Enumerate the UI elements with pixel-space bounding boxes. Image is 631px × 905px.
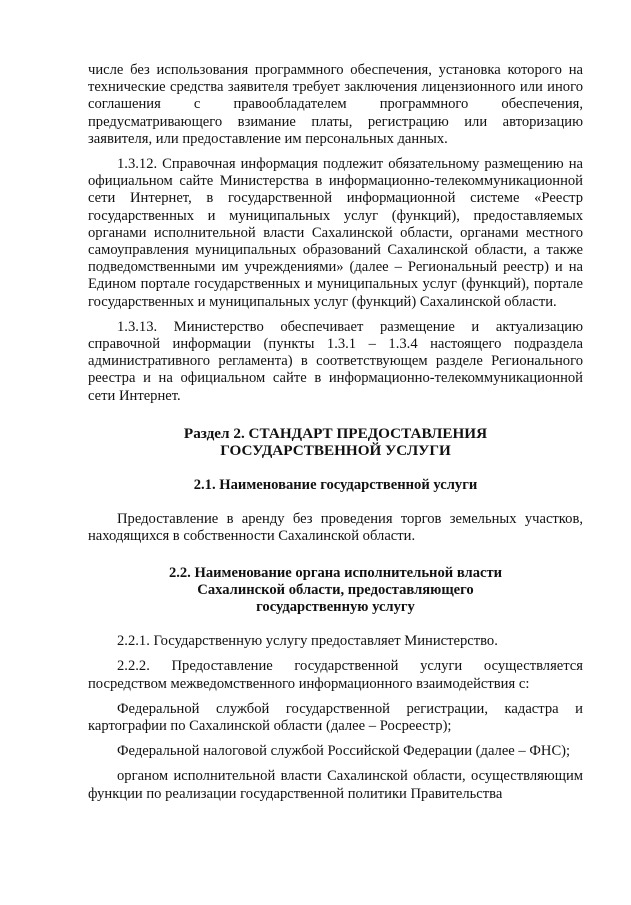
paragraph-rosreestr: Федеральной службой государственной регистрации, кадастра и картографии по Сахалинской области (далее – Росреестр); [88, 700, 583, 735]
subsection-2-2-heading-line3: государственную услугу [256, 599, 415, 616]
subsection-2-2-heading-line1: 2.2. Наименование органа исполнительной власти [168, 565, 503, 582]
paragraph-1-3-12: 1.3.12. Справочная информация подлежит обязательному размещению на официальном сайте Министерства в информационно-телекоммуникационной сети Интернет, в государственной информационной системе «Реестр государственных и муниципальных услуг (функций), предоставляемых органами исполнительной власти Сахалинской области, органами местного самоуправления муниципальных образований Сахалинской области, а также подведомственными им учреждениями» (далее – Региональный реестр) и на Едином портале государственных и муниципальных услуг (функций), портале государственных и муниципальных услуг (функций) Сахалинской области. [88, 156, 583, 310]
paragraph-2-2-1: 2.2.1. Государственную услугу предоставляет Министерство. [117, 633, 498, 650]
section-2-heading [88, 425, 583, 459]
section-2-heading-line2: ГОСУДАРСТВЕННОЙ УСЛУГИ [220, 441, 451, 459]
paragraph-2-1: Предоставление в аренду без проведения торгов земельных участков, находящихся в собственности Сахалинской области. [88, 510, 583, 545]
subsection-2-1-heading: 2.1. Наименование государственной услуги [193, 476, 478, 493]
paragraph-organ: органом исполнительной власти Сахалинской области, осуществляющим функции по реализации государственной политики Правительства [88, 768, 583, 802]
section-2-heading-line1: Раздел 2. СТАНДАРТ ПРЕДОСТАВЛЕНИЯ [183, 424, 488, 442]
paragraph-2-2-2: 2.2.2. Предоставление государственной услуги осуществляется посредством межведомственного информационного взаимодействия с: [88, 658, 583, 692]
subsection-2-2-heading-line2: Сахалинской области, предоставляющего [197, 582, 474, 599]
subsection-2-2-heading [88, 565, 583, 616]
paragraph-fns: Федеральной налоговой службой Российской Федерации (далее – ФНС); [117, 743, 571, 760]
paragraph-continued: числе без использования программного обеспечения, установка которого на технические средства заявителя требует заключения лицензионного или иного соглашения с правообладателем программного обеспечения, предусматривающего взимание платы, регистрацию или авторизацию заявителя, или предоставление им персональных данных. [88, 62, 583, 147]
paragraph-1-3-13: 1.3.13. Министерство обеспечивает размещение и актуализацию справочной информации (пункты 1.3.1 – 1.3.4 настоящего подраздела административного регламента) в соответствующем разделе Регионального реестра и на официальном сайте в информационно-телекоммуникационной сети Интернет. [88, 318, 583, 404]
